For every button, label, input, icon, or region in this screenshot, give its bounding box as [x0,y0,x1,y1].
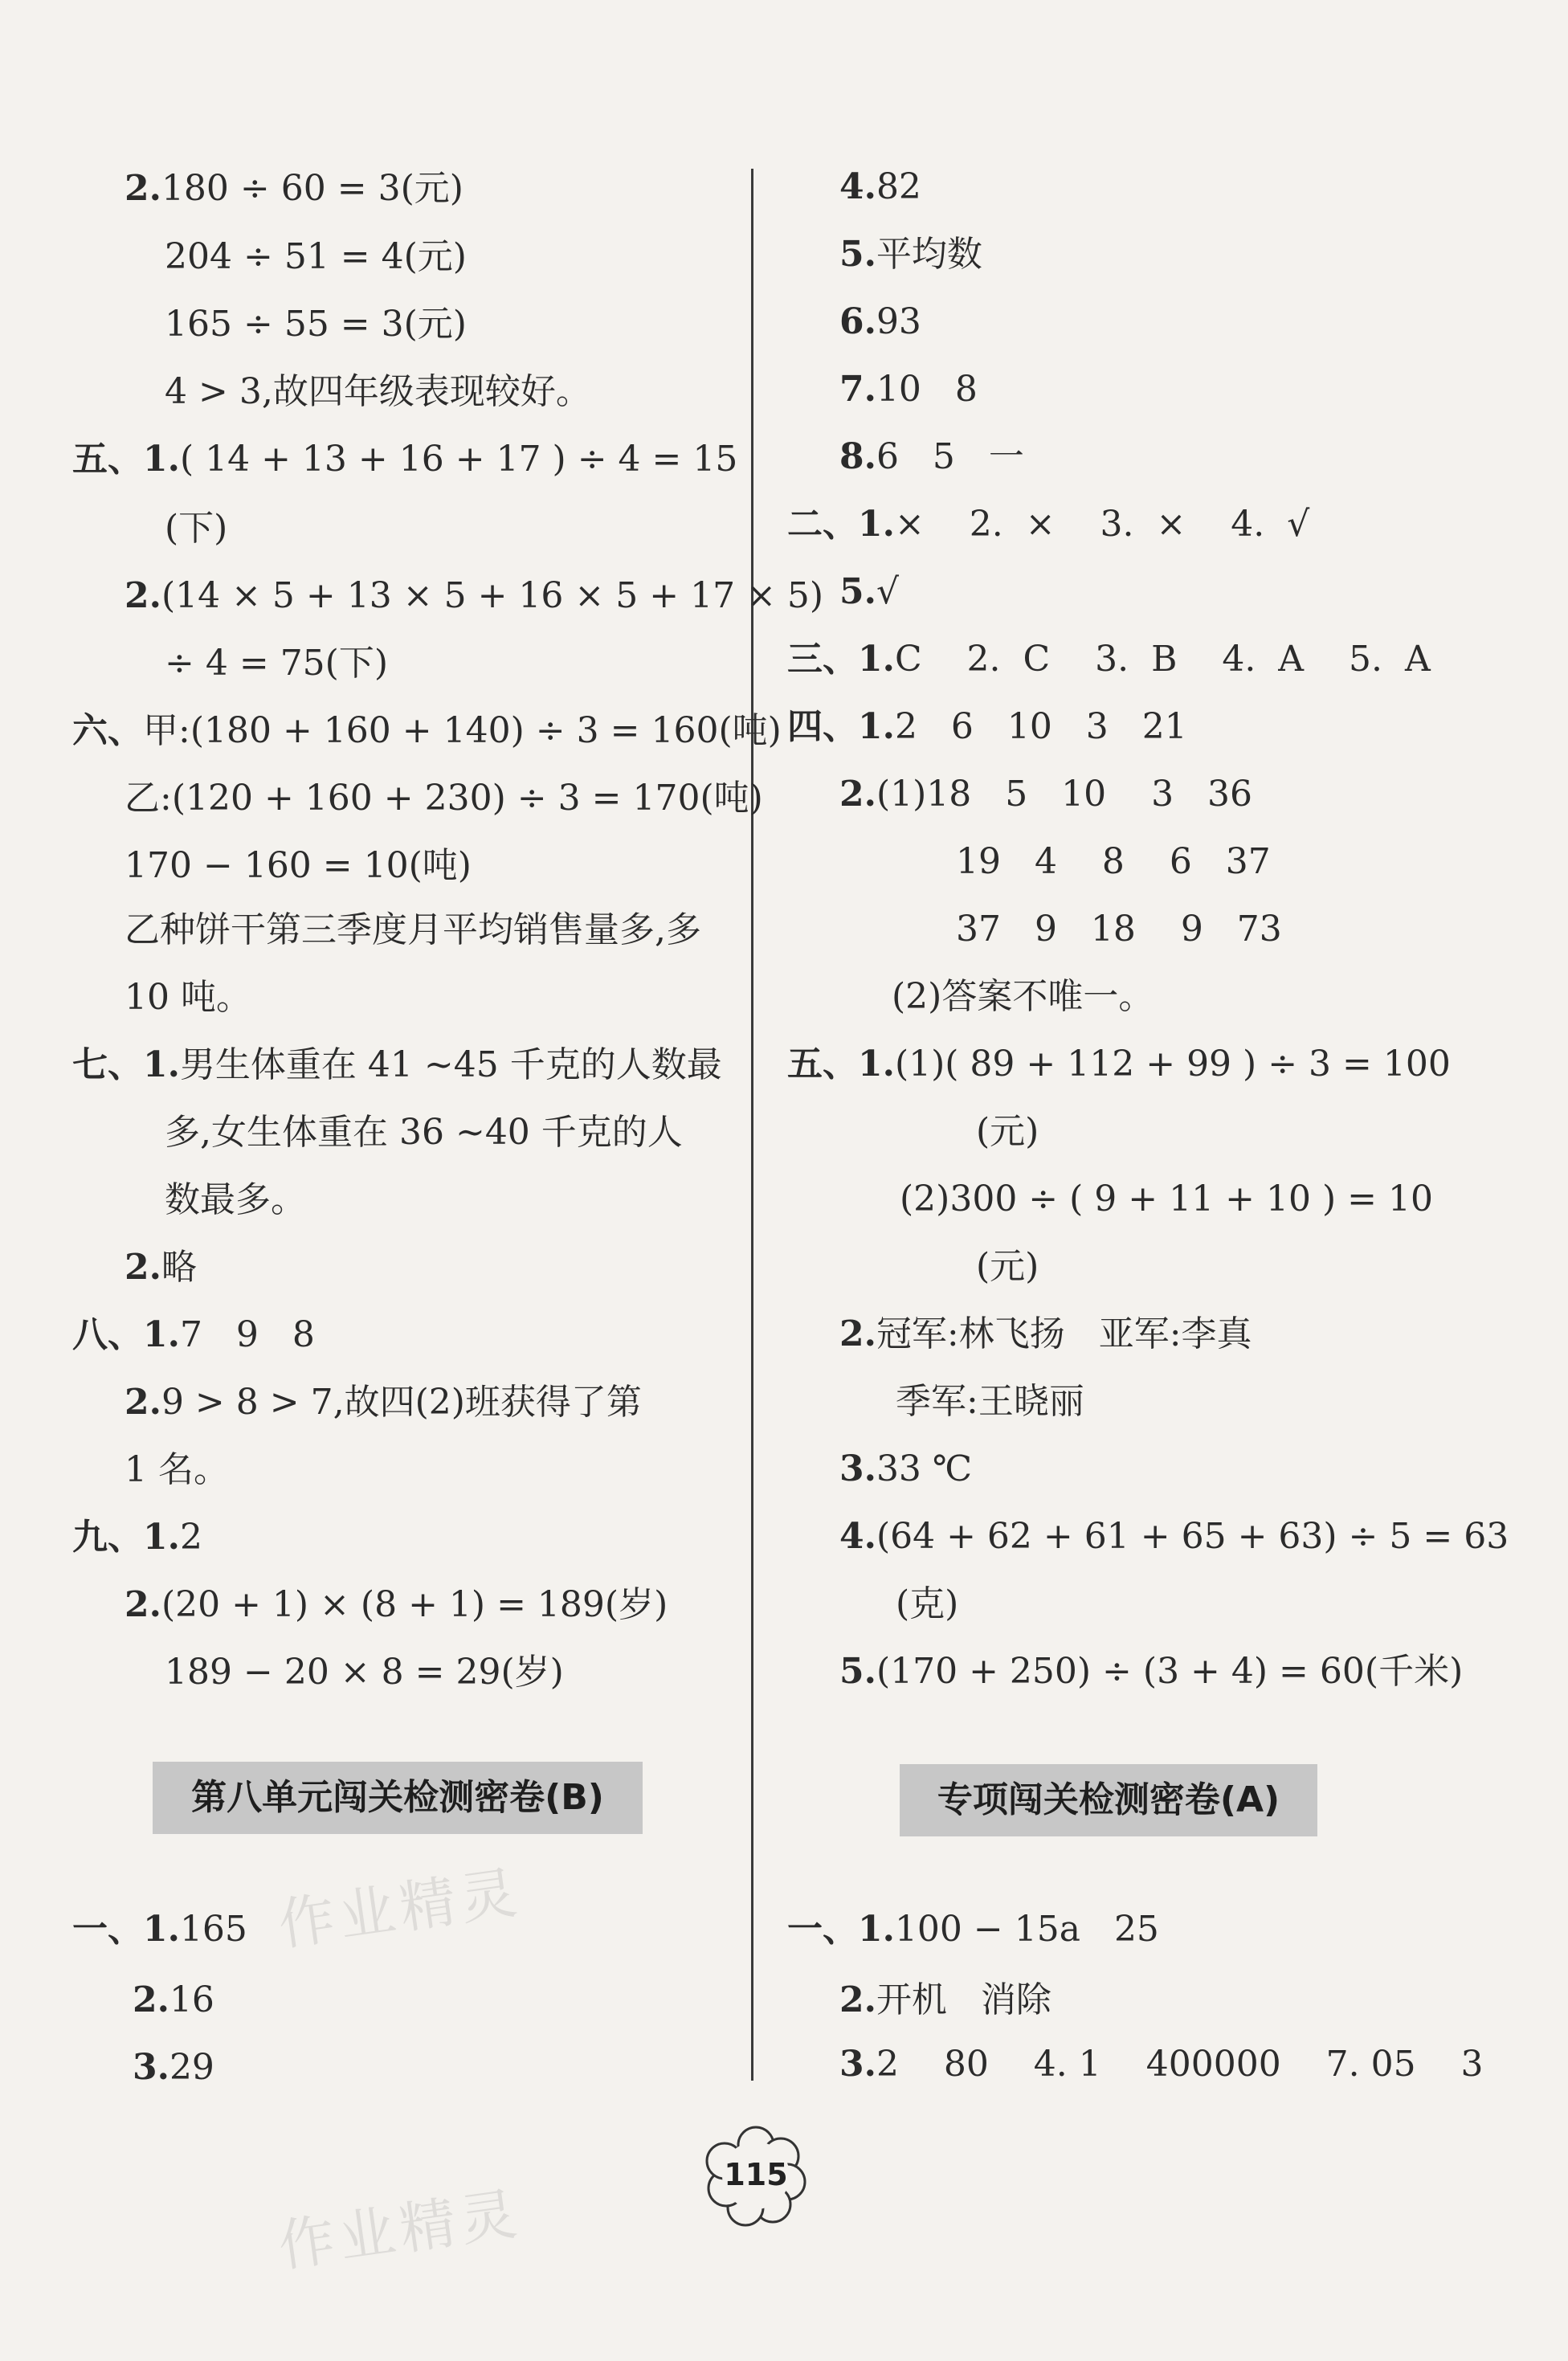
question-label: 五、1. [787,1044,895,1085]
answer-line [125,906,701,954]
question-label: 九、1. [72,1517,180,1558]
answer-line [125,1244,197,1292]
question-label: 5. [839,571,876,612]
answer-text: 180 ÷ 60 = 3(元) [161,168,463,209]
question-label: 2. [839,1313,876,1354]
answer-line [125,1581,668,1629]
answer-line [72,435,737,484]
answer-text: (20 + 1) × (8 + 1) = 189(岁) [161,1584,668,1625]
answer-line [787,1040,1451,1089]
answer-text: C 2. C 3. B 4. A 5. A [894,639,1431,680]
answer-text: 季军:王晓丽 [896,1381,1084,1422]
answer-line [165,639,388,688]
answer-text: 10 8 [876,369,978,410]
answer-text: ( 14 + 13 + 16 + 17 ) ÷ 4 = 15 [179,439,738,480]
answer-line [125,1379,642,1427]
answer-text: 2 [179,1517,202,1558]
answer-line [165,1648,564,1697]
answer-line [839,1648,1463,1696]
answer-text: √ [876,571,899,612]
answer-text: 多,女生体重在 36 ~40 千克的人 [165,1112,683,1153]
answer-text: 82 [876,166,921,207]
answer-line [787,1906,1159,1954]
answer-line [839,1513,1509,1561]
answer-line [72,707,782,755]
answer-text: 6 5 一 [876,436,1024,477]
answer-text: (下) [165,508,228,549]
answer-line [839,163,921,211]
section-title-special-a: 专项闯关检测密卷(A) [900,1764,1317,1836]
answer-text: 93 [876,301,921,342]
question-label: 8. [839,436,876,477]
answer-text: 170 − 160 = 10(吨) [125,845,472,886]
question-label: 2. [125,1247,161,1288]
answer-line [839,1310,1252,1358]
question-label: 5. [839,234,876,275]
question-label: 5. [839,1651,876,1692]
answer-line [165,368,591,416]
page-number: 115 [724,2157,788,2192]
answer-line [165,233,467,281]
question-label: 2. [125,168,161,209]
answer-text: (克) [896,1583,959,1624]
answer-text: 165 [179,1909,247,1950]
answer-text: 19 4 8 6 37 [956,841,1271,882]
question-label: 4. [839,166,876,207]
column-divider [751,169,753,2081]
question-label: 3. [133,2047,169,2088]
answer-text: 男生体重在 41 ~45 千克的人数最 [179,1044,722,1085]
answer-line [787,500,1309,549]
answer-line [956,838,1271,886]
answer-line [125,165,463,213]
answer-line [839,433,1024,481]
answer-line [133,2044,214,2092]
section-title-unit8-b: 第八单元闯关检测密卷(B) [153,1762,643,1834]
answer-text: 4 > 3,故四年级表现较好。 [165,371,591,412]
answer-line [839,770,1252,819]
answer-line [787,703,1187,751]
answer-text: 平均数 [876,234,982,275]
answer-text: (2)答案不唯一。 [892,976,1154,1017]
answer-text: 29 [169,2047,214,2088]
answer-line [896,1580,958,1628]
answer-line [839,231,982,279]
question-label: 一、1. [72,1909,180,1950]
answer-line [839,1976,1051,2024]
answer-line [72,1041,722,1089]
answer-line [125,774,763,823]
question-label: 4. [839,1516,876,1557]
answer-text: 2 6 10 3 21 [894,706,1187,747]
answer-text: ÷ 4 = 75(下) [165,643,389,684]
answer-line [125,974,251,1022]
answer-line [133,1976,214,2024]
answer-text: 乙种饼干第三季度月平均销售量多,多 [125,909,701,950]
answer-text: 冠军:林飞扬 亚军:李真 [876,1313,1252,1354]
answer-text: 165 ÷ 55 = 3(元) [165,304,467,345]
question-label: 八、1. [72,1314,180,1355]
answer-line [125,842,472,890]
question-label: 2. [125,1584,161,1625]
answer-line [900,1175,1433,1223]
question-label: 2. [125,575,161,616]
answer-text: (1)( 89 + 112 + 99 ) ÷ 3 = 100 [894,1044,1451,1085]
answer-line [165,1109,683,1157]
question-label: 二、1. [787,504,895,545]
question-label: 3. [839,1448,876,1489]
answer-text: 204 ÷ 51 = 4(元) [165,236,467,277]
answer-line [976,1108,1039,1156]
answer-line [72,1906,247,1954]
answer-text: (170 + 250) ÷ (3 + 4) = 60(千米) [876,1651,1464,1692]
answer-text: 189 − 20 × 8 = 29(岁) [165,1652,564,1693]
answer-text: 开机 消除 [876,1979,1051,2020]
answer-line [787,635,1431,684]
answer-text: 甲:(180 + 160 + 140) ÷ 3 = 160(吨) [143,710,782,751]
answer-text: (元) [976,1111,1039,1152]
answer-text: 数最多。 [165,1179,306,1220]
question-label: 2. [125,1382,161,1423]
page-number-badge [704,2122,808,2227]
question-label: 七、1. [72,1044,180,1085]
answer-text: 7 9 8 [179,1314,315,1355]
answer-text: 乙:(120 + 160 + 230) ÷ 3 = 170(吨) [125,778,763,819]
question-label: 7. [839,369,876,410]
watermark-logo: 作业精灵 [274,2180,525,2280]
answer-text: × 2. × 3. × 4. √ [894,504,1310,545]
answer-line [839,366,978,414]
answer-text: 37 9 18 9 73 [956,909,1282,950]
answer-text: 100 − 15a 25 [894,1909,1159,1950]
question-label: 6. [839,301,876,342]
question-label: 六、 [72,710,143,751]
answer-line [956,905,1282,954]
answer-line [125,572,823,620]
answer-text: 略 [161,1247,197,1288]
answer-line [839,298,921,346]
answer-text: (64 + 62 + 61 + 65 + 63) ÷ 5 = 63 [876,1516,1509,1557]
answer-line [839,2040,1484,2089]
watermark-logo: 作业精灵 [274,1859,525,1959]
answer-text: 9 > 8 > 7,故四(2)班获得了第 [161,1382,642,1423]
question-label: 一、1. [787,1909,895,1950]
question-label: 2. [133,1979,169,2020]
answer-text: (元) [976,1246,1039,1287]
answer-line [165,300,467,349]
answer-line [839,1445,972,1493]
answer-line [165,504,227,553]
answer-line [896,1378,1084,1426]
answer-line [892,973,1154,1021]
answer-text: 2 80 4. 1 400000 7. 05 3 [876,2044,1484,2085]
answer-line [839,568,899,616]
question-label: 三、1. [787,639,895,680]
answer-line [72,1513,202,1562]
answer-text: 33 ℃ [876,1448,973,1489]
question-label: 五、1. [72,439,180,480]
answer-line [976,1243,1039,1291]
answer-line [72,1311,315,1359]
question-label: 2. [839,1979,876,2020]
answer-text: 10 吨。 [125,977,251,1018]
answer-text: (14 × 5 + 13 × 5 + 16 × 5 + 17 × 5) [161,575,824,616]
question-label: 3. [839,2044,876,2085]
answer-line [165,1176,306,1224]
answer-text: 1 名。 [125,1449,229,1490]
answer-text: 16 [169,1979,214,2020]
answer-line [125,1446,229,1494]
answer-text: (2)300 ÷ ( 9 + 11 + 10 ) = 10 [900,1178,1433,1219]
answer-text: (1)18 5 10 3 36 [876,774,1253,815]
question-label: 四、1. [787,706,895,747]
question-label: 2. [839,774,876,815]
